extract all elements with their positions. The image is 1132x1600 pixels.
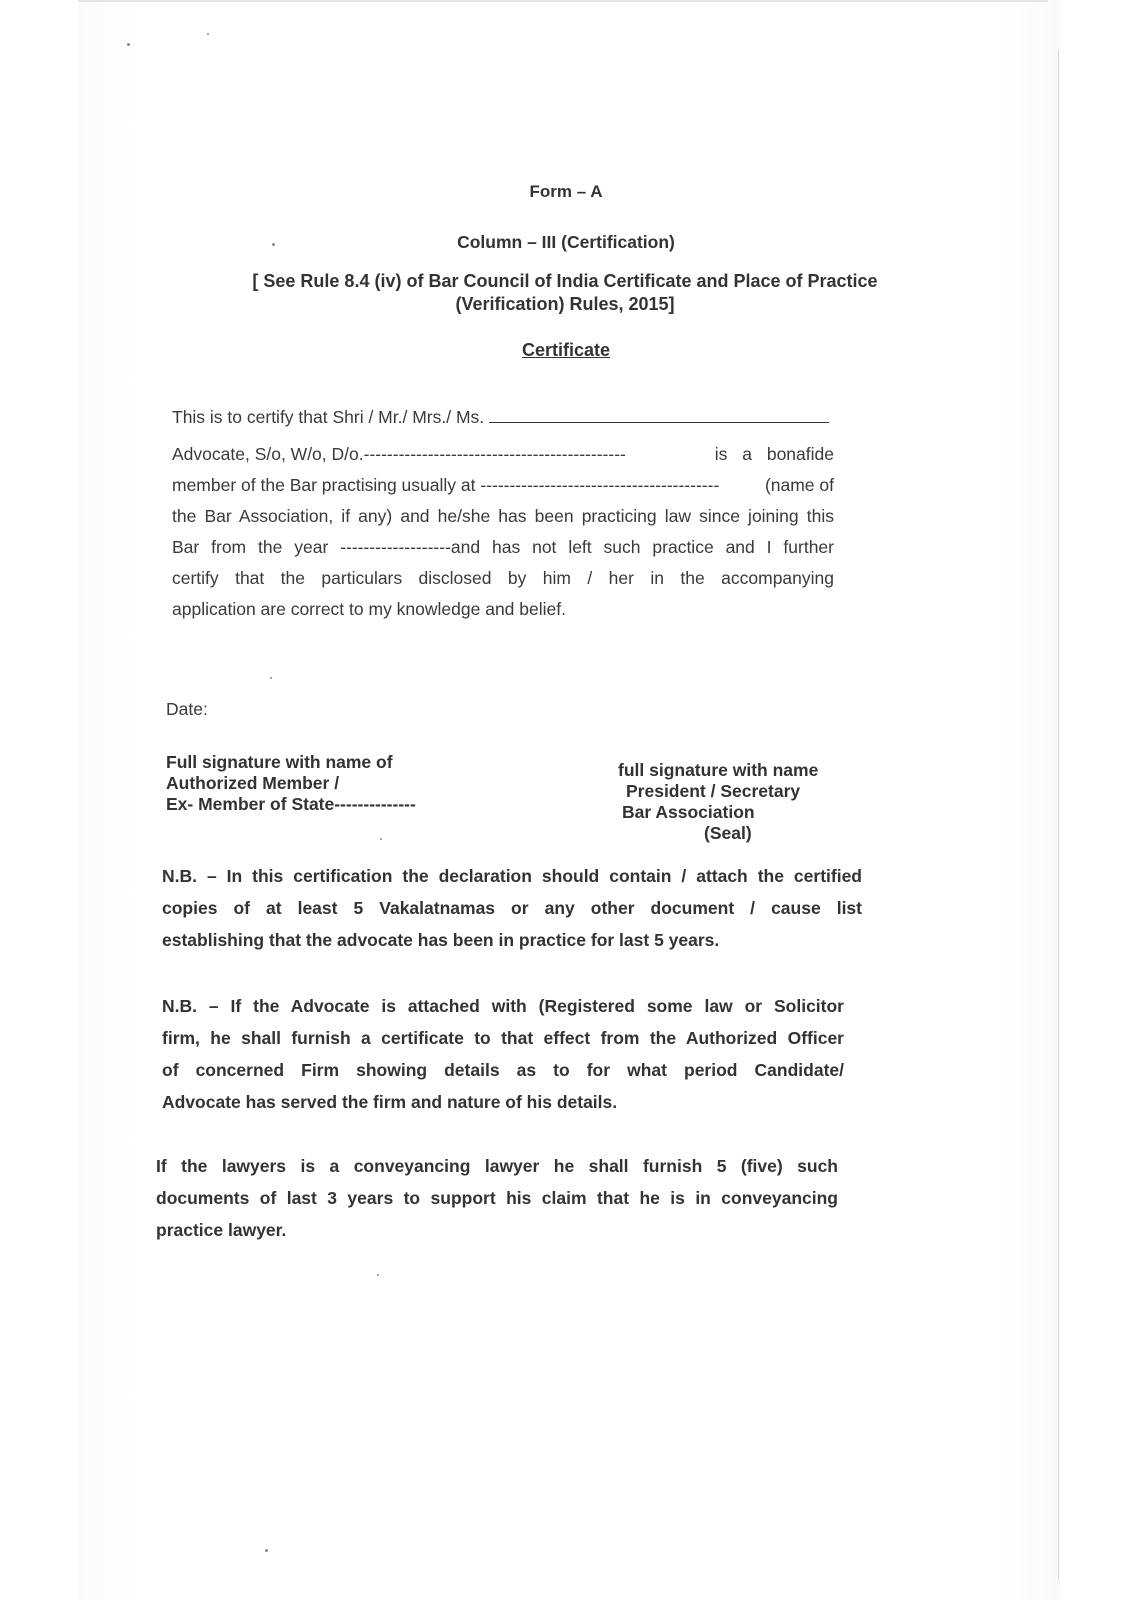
note-firm [162,990,844,1118]
certification-body [172,402,852,625]
signature-left-line3: Ex- Member of State-------------- [166,794,416,814]
date-label: Date: [166,699,208,719]
scan-speck [265,1549,268,1552]
seal-label: (Seal) [704,823,752,843]
rule-reference-line2: (Verification) Rules, 2015] [455,294,675,314]
body-line-6: certify that the particulars disclosed by him / her in the accompanying [172,568,834,588]
body-line-5: Bar from the year -------------------and has not left such practice and I further [172,537,834,557]
scan-top-edge [78,0,1048,2]
scan-speck [380,838,382,840]
certificate-heading: Certificate [521,340,611,360]
note-vakalatnamas [162,860,862,956]
note2-line2: firm, he shall furnish a certificate to that effect from the Authorized Officer [162,1028,844,1048]
signature-block-left [166,752,416,815]
body-line-3b: (name of [764,475,834,495]
name-blank [489,406,829,423]
note2-line3: of concerned Firm showing details as to for what period Candidate/ [162,1060,844,1080]
note1-line3: establishing that the advocate has been in practice for last 5 years. [162,930,720,950]
body-line-2a: Advocate, S/o, W/o, D/o.--------------------------------------------- [172,444,626,464]
signature-left-line1: Full signature with name of [166,752,393,772]
scan-speck [377,1274,379,1276]
body-line-3a: member of the Bar practising usually at ----------------------------------------- [172,475,720,495]
signature-left-line2: Authorized Member / [166,773,340,793]
body-line-7: application are correct to my knowledge and belief. [172,599,566,619]
signature-right-line2: President / Secretary [626,781,801,801]
signature-right-line3: Bar Association [622,802,755,822]
body-line-4: the Bar Association, if any) and he/she has been practicing law since joining this [172,506,834,526]
note3-line2: documents of last 3 years to support his claim that he is in conveyancing [156,1188,838,1208]
certify-line [172,402,852,433]
body-line-2 [172,439,834,470]
column-heading: Column – III (Certification) [457,232,675,252]
certify-text: This is to certify that Shri / Mr./ Mrs./ Ms. [172,407,485,427]
note-conveyancing [156,1150,838,1246]
note3-line3: practice lawyer. [156,1220,287,1240]
body-line-2b: is a bonafide [714,444,834,464]
rule-reference [200,270,930,316]
form-title: Form – A [529,182,603,201]
signature-right-line1: full signature with name [618,760,819,780]
rule-reference-line1: [ See Rule 8.4 (iv) of Bar Council of India Certificate and Place of Practice [252,271,878,291]
scan-speck [207,33,209,35]
scan-speck [127,43,130,46]
scan-right-edge [1058,50,1059,1580]
note1-line1: N.B. – In this certification the declaration should contain / attach the certified [162,866,862,886]
body-line-3 [172,470,834,501]
note1-line2: copies of at least 5 Vakalatnamas or any other document / cause list [162,898,862,918]
note2-line1: N.B. – If the Advocate is attached with (Registered some law or Solicitor [162,996,844,1016]
signature-block-right [618,760,818,844]
note2-line4: Advocate has served the firm and nature of his details. [162,1092,618,1112]
note3-line1: If the lawyers is a conveyancing lawyer he shall furnish 5 (five) such [156,1156,838,1176]
scan-speck [270,677,272,679]
